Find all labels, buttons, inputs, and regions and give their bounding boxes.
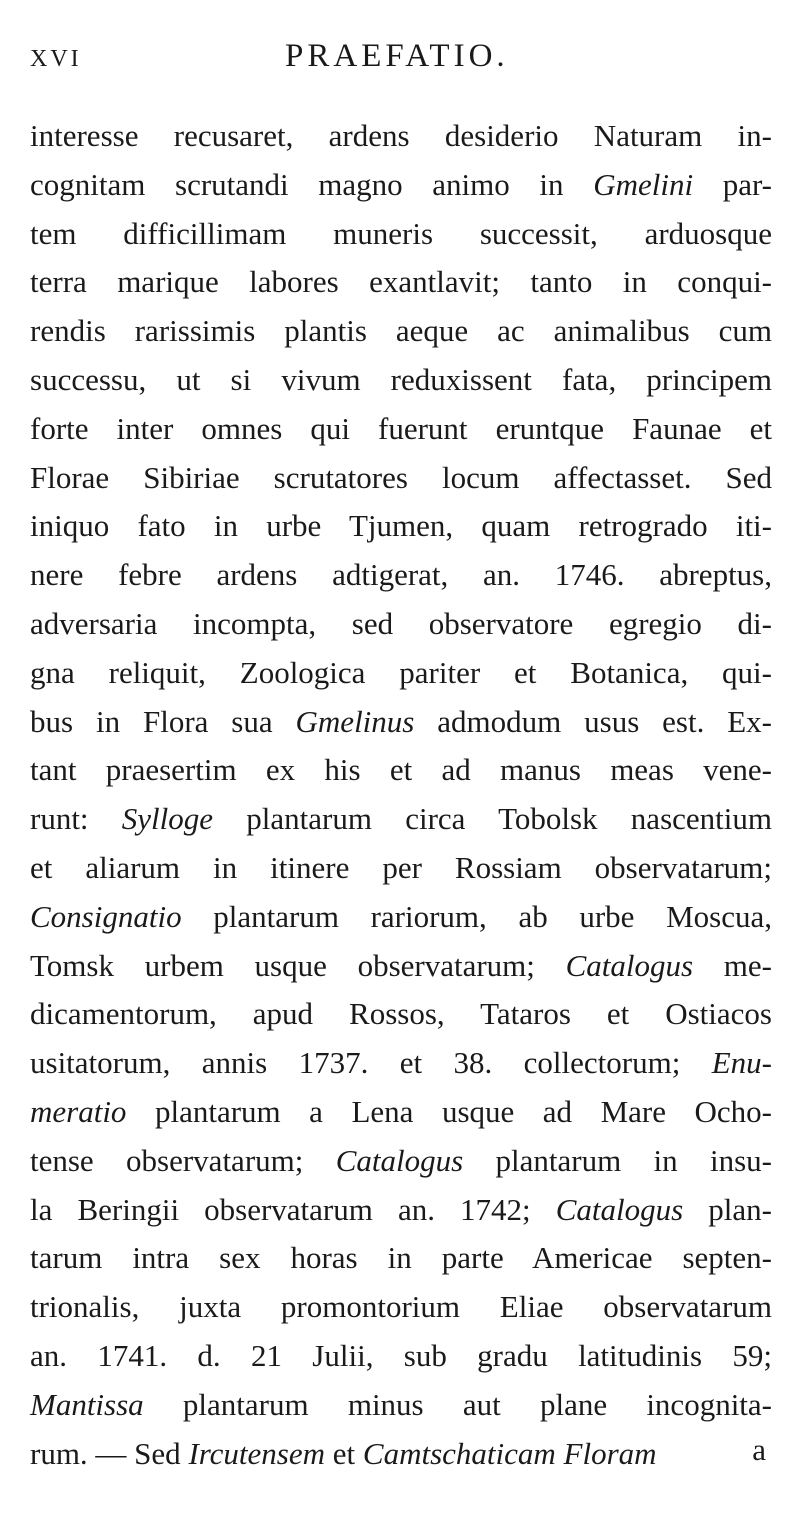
text-segment: tem difficillimam muneris successit, arduosque (30, 215, 772, 251)
text-segment: plantarum a Lena usque ad Mare Ocho- (126, 1093, 772, 1129)
text-segment: tense observatarum; (30, 1142, 336, 1178)
text-line (30, 210, 772, 259)
text-line (30, 454, 772, 503)
page-number: XVI (30, 46, 82, 72)
text-line (30, 746, 772, 795)
text-line (30, 356, 772, 405)
text-line (30, 1186, 772, 1235)
text-segment: adversaria incompta, sed observatore egregio di- (30, 605, 772, 641)
italic-text-segment: Enu- (711, 1045, 772, 1081)
catchword: a (752, 1432, 766, 1467)
text-segment: successu, ut si vivum reduxissent fata, principem (30, 361, 772, 397)
text-segment: plantarum in insu- (463, 1142, 773, 1178)
page-header (0, 38, 800, 78)
text-segment: et aliarum in itinere per Rossiam observatarum; (30, 849, 772, 885)
italic-text-segment: Sylloge (121, 801, 214, 837)
text-line (30, 1381, 772, 1430)
text-segment: terra marique labores exantlavit; tanto in conqui- (30, 264, 772, 300)
text-segment: nere febre ardens adtigerat, an. 1746. abreptus, (30, 557, 772, 593)
text-line (30, 112, 772, 161)
text-segment: tarum intra sex horas in parte Americae septen- (30, 1240, 772, 1276)
text-line (30, 405, 772, 454)
italic-text-segment: meratio (30, 1093, 127, 1129)
text-line (30, 161, 772, 210)
text-segment: forte inter omnes qui fuerunt eruntque Faunae et (30, 410, 772, 446)
text-segment: admodum usus est. Ex- (414, 703, 773, 739)
text-line (30, 551, 772, 600)
italic-text-segment: Catalogus (335, 1142, 464, 1178)
text-segment: plantarum circa Tobolsk nascentium (213, 801, 772, 837)
text-segment: iniquo fato in urbe Tjumen, quam retrogrado iti- (30, 508, 772, 544)
text-segment: interesse recusaret, ardens desiderio Naturam in- (30, 118, 772, 153)
italic-text-segment: Mantissa (30, 1386, 144, 1422)
text-segment: plantarum minus aut plane incognita- (143, 1386, 772, 1422)
text-segment: la Beringii observatarum an. 1742; (30, 1191, 556, 1227)
text-line (30, 893, 772, 942)
text-line (30, 1332, 772, 1381)
text-segment: me- (693, 947, 772, 983)
text-segment: rendis rarissimis plantis aeque ac animalibus cum (30, 313, 772, 349)
text-segment: Tomsk urbem usque observatarum; (30, 947, 566, 983)
italic-text-segment: Ircutensem (188, 1435, 326, 1471)
text-segment: et (325, 1435, 363, 1471)
text-segment: par- (693, 166, 772, 202)
text-line (30, 1137, 772, 1186)
text-line (30, 1039, 772, 1088)
running-title: PRAEFATIO. (285, 38, 509, 74)
italic-text-segment: Camtschaticam Floram (362, 1435, 657, 1471)
text-line (30, 307, 772, 356)
text-line (30, 698, 772, 747)
text-segment: plan- (683, 1191, 772, 1227)
italic-text-segment: Gmelinus (295, 703, 415, 739)
text-line (30, 258, 772, 307)
italic-text-segment: Catalogus (565, 947, 694, 983)
text-line (30, 649, 772, 698)
text-segment: bus in Flora sua (30, 703, 296, 739)
text-segment: Florae Sibiriae scrutatores locum affectasset. Sed (30, 459, 772, 495)
text-segment: tant praesertim ex his et ad manus meas vene- (30, 752, 772, 788)
text-line (30, 1430, 772, 1479)
text-segment: runt: (30, 801, 122, 837)
text-line (30, 844, 772, 893)
text-segment: gna reliquit, Zoologica pariter et Botanica, qui- (30, 654, 772, 690)
text-line (30, 990, 772, 1039)
body-text (30, 112, 772, 1478)
text-segment: usitatorum, annis 1737. et 38. collectorum; (30, 1045, 712, 1081)
text-line (30, 942, 772, 991)
text-segment: trionalis, juxta promontorium Eliae observatarum (30, 1289, 772, 1325)
text-segment: dicamentorum, apud Rossos, Tataros et Ostiacos (30, 996, 772, 1032)
text-segment: cognitam scrutandi magno animo in (30, 166, 594, 202)
text-line (30, 1088, 772, 1137)
text-segment: rum. — Sed (30, 1435, 189, 1471)
text-line (30, 502, 772, 551)
text-line (30, 600, 772, 649)
text-line (30, 1283, 772, 1332)
text-line (30, 1234, 772, 1283)
text-segment: plantarum rariorum, ab urbe Moscua, (181, 898, 772, 934)
text-line (30, 795, 772, 844)
italic-text-segment: Gmelini (593, 166, 694, 202)
italic-text-segment: Catalogus (555, 1191, 684, 1227)
text-segment: an. 1741. d. 21 Julii, sub gradu latitudinis 59; (30, 1337, 772, 1373)
italic-text-segment: Consignatio (30, 898, 182, 934)
